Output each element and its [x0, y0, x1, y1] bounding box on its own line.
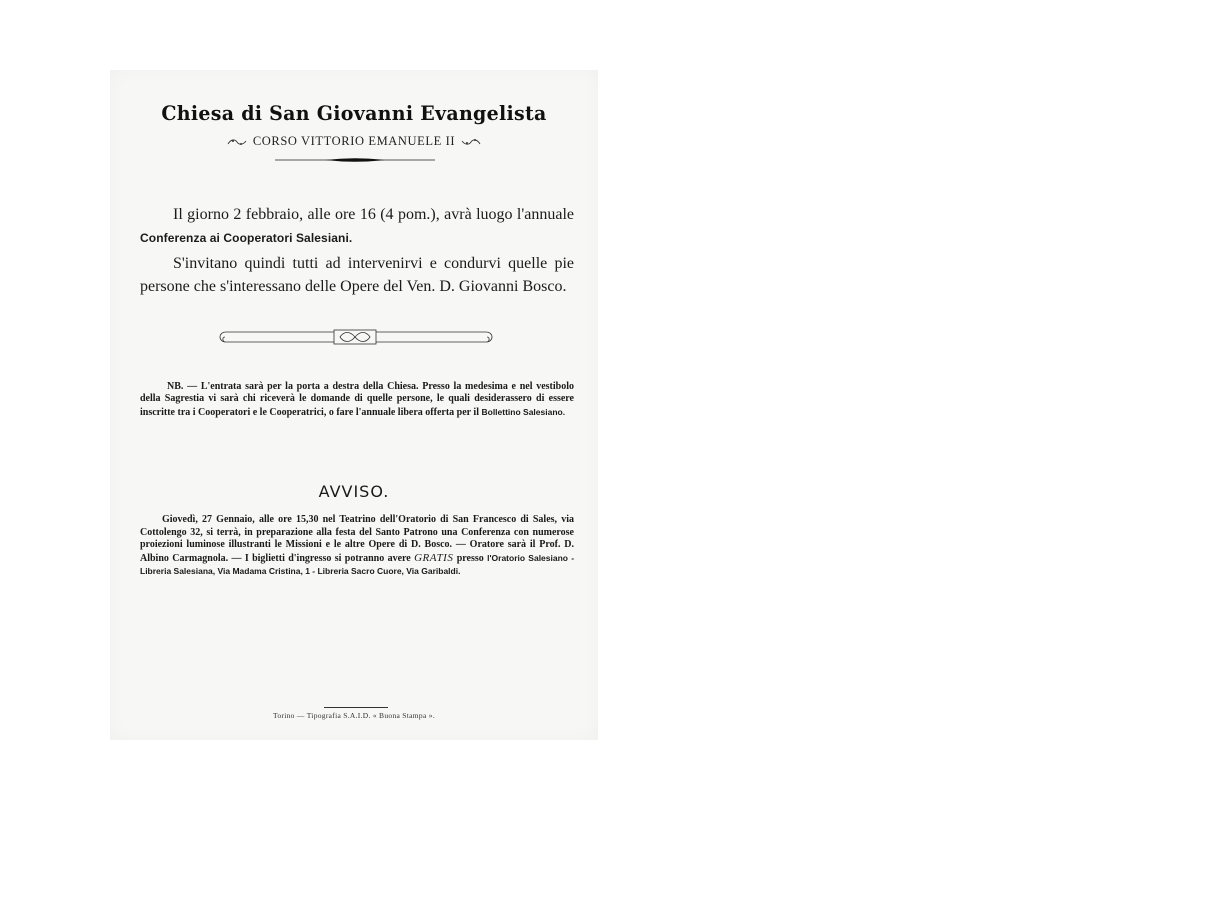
announcement-text: Il giorno 2 febbraio, alle ore 16 (4 pom.), avrà luogo l'annuale — [173, 206, 574, 223]
left-flourish-icon — [227, 136, 247, 148]
avviso-heading: AVVISO. — [318, 482, 390, 501]
ticket-locations: l'Oratorio Salesiano - Libreria Salesiana, Via Madama Cristina, 1 - Libreria Sacro Cuore, Via Garibaldi. — [140, 552, 575, 577]
printed-page — [110, 70, 598, 740]
avviso-paragraph — [140, 514, 574, 579]
ornamental-divider — [216, 326, 496, 348]
invitation-text: S'invitano quindi tutti ad intervenirvi e condurvi quelle pie persone che s'interessano delle Opere del Ven. D. Giovanni Bosco. — [140, 255, 574, 295]
subtitle: CORSO VITTORIO EMANUELE II — [252, 134, 456, 148]
printer-imprint: Torino — Tipografia S.A.I.D. « Buona Stampa ». — [272, 711, 436, 720]
nb-text: NB. — L'entrata sarà per la porta a destra della Chiesa. Presso la medesima e nel vestibolo della Sagrestia vi sarà chi riceverà le domande di quelle persone, le quali desiderassero di essere inscritte tra i Cooperatori e le Cooperatrici, o fare l'annuale libera offerta per il — [140, 381, 574, 418]
footer-rule-divider — [324, 707, 388, 708]
avviso-presso: presso — [456, 552, 484, 564]
right-flourish-icon — [461, 136, 481, 148]
bulletin-name: Bollettino Salesiano. — [481, 406, 566, 417]
announcement-paragraph-2 — [140, 253, 574, 298]
avviso-text: Giovedì, 27 Gennaio, alle ore 15,30 nel Teatrino dell'Oratorio di San Francesco di Sales, via Cottolengo 32, si terrà, in preparazione alla festa del Santo Patrono una Conferenza con numerose proiezioni luminose illustranti le Missioni e le altre Opere di D. Bosco. — Oratore sarà il Prof. D. Albino Carmagnola. — I biglietti d'ingresso si potranno avere — [140, 514, 574, 564]
conference-title: Conferenza ai Cooperatori Salesiani. — [140, 230, 353, 245]
nb-note — [140, 381, 574, 419]
gratis-text: GRATIS — [414, 551, 454, 564]
title-rule-divider — [275, 156, 435, 164]
page-title: Chiesa di San Giovanni Evangelista — [161, 101, 547, 125]
subtitle-row — [110, 134, 598, 149]
announcement-paragraph-1 — [140, 204, 574, 249]
